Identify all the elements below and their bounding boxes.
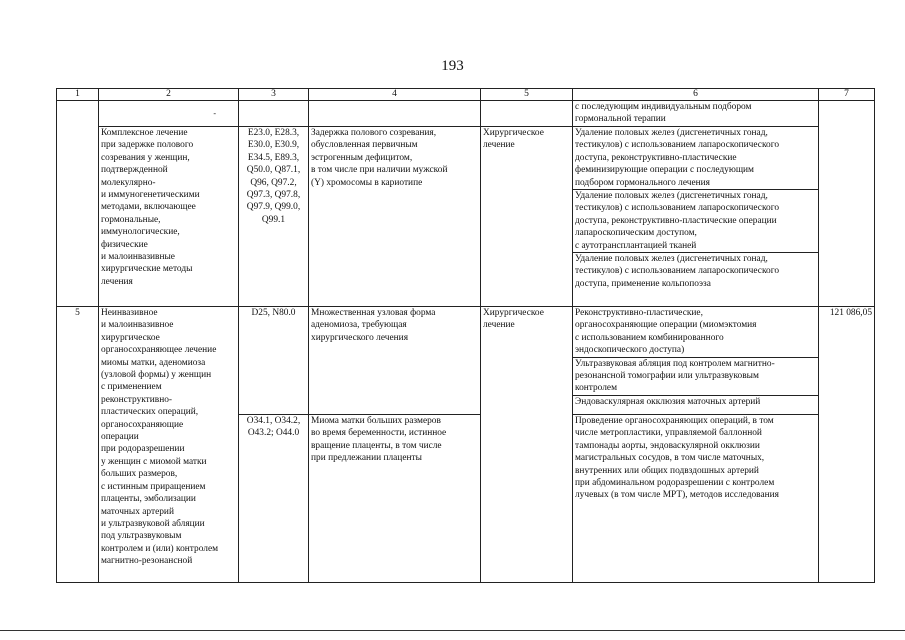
patient-model: Задержка полового созревания, обусловленная первичным эстрогенным дефицитом, в том числе при наличии мужской (Y) хромосомы в кариотипе xyxy=(309,127,481,307)
stray-mark: - xyxy=(213,109,216,118)
treatment-methods xyxy=(573,127,819,307)
treatment-methods: Проведение органосохраняющих операций, в том числе метропластики, управляемой баллонной тампонады аорты, эндоваскулярной окклюзии магистральных сосудов, в том числе маточных, внутренних или общих подвздошных артерий при абдоминальном родоразрешении с контролем лучевых (в том числе МРТ), методов исследования xyxy=(573,415,819,583)
method-item: Реконструктивно-пластические, органосохраняющие операции (миомэктомия с использованием комбинированного эндоскопического доступа) xyxy=(575,308,757,356)
header-col-7: 7 xyxy=(819,89,875,101)
icd-codes: E23.0, E28.3, E30.0, E30.9, E34.5, E89.3, Q50.0, Q87.1, Q96, Q97.2, Q97.3, Q97.8, Q97.9, Q99.0, Q99.1 xyxy=(239,127,309,307)
row-number: 5 xyxy=(57,307,99,583)
patient-model: Множественная узловая форма аденомиоза, требующая хирургического лечения xyxy=(309,307,481,415)
patient-model: Миома матки больших размеров во время беременности, истинное вращение плаценты, в том числе при предлежании плаценты xyxy=(309,415,481,583)
method-name: Неинвазивное и малоинвазивное хирургическое органосохраняющее лечение миомы матки, аденомиоза (узловой формы) у женщин с применением реконструктивно- пластических операций, органосохраняющие операции при родоразрешении у женщин с миомой матки больших размеров, с истинным приращением плаценты, эмболизации маточных артерий и ультразвуковой абляции под ультразвуковым контролем и (или) контролем магнитно-резонансной xyxy=(99,307,239,583)
method-name: Комплексное лечение при задержке полового созревания у женщин, подтвержденной молекулярно- и иммуногенетическими методами, включающее гормональные, иммунологические, физические и малоинвазивные хирургические методы лечения xyxy=(99,127,239,307)
cont-col-4 xyxy=(309,101,481,127)
method-item: Удаление половых желез (дисгенетичных гонад, тестикулов) с использованием лапароскопического доступа, реконструктивно-пластические операции лапароскопическим доступом, с аутотрансплантацией тканей xyxy=(573,189,818,252)
method-item: Эндоваскулярная окклюзия маточных артерий xyxy=(573,395,818,408)
method-item: Удаление половых желез (дисгенетичных гонад, тестикулов) с использованием лапароскопического доступа, применение кольпопоэза xyxy=(573,252,818,290)
cont-col-7 xyxy=(819,101,875,307)
header-col-1: 1 xyxy=(57,89,99,101)
header-col-5: 5 xyxy=(481,89,573,101)
cont-col-5 xyxy=(481,101,573,127)
icd-codes: O34.1, O34.2, O43.2; O44.0 xyxy=(239,415,309,583)
method-item: Удаление половых желез (дисгенетичных гонад, тестикулов) с использованием лапароскопического доступа, реконструктивно-пластические феминизирующие операции с последующим подбором гормонального лечения xyxy=(575,128,780,188)
table-row xyxy=(57,307,875,415)
cont-col-3 xyxy=(239,101,309,127)
header-col-6: 6 xyxy=(573,89,819,101)
page-number: 193 xyxy=(441,58,464,74)
treatment-type: Хирургическое лечение xyxy=(481,127,573,307)
services-table xyxy=(56,88,875,583)
cont-col-6: с последующим индивидуальным подбором гормональной терапии xyxy=(573,101,819,127)
method-item: Ультразвуковая абляция под контролем магнитно- резонансной томографии или ультразвуковым контролем xyxy=(573,357,818,395)
cont-col-2 xyxy=(99,101,239,127)
header-col-2: 2 xyxy=(99,89,239,101)
continuation-row xyxy=(57,101,875,127)
cost-value: 121 086,05 xyxy=(819,307,875,583)
icd-codes: D25, N80.0 xyxy=(239,307,309,415)
treatment-methods xyxy=(573,307,819,415)
header-col-4: 4 xyxy=(309,89,481,101)
scan-edge-line xyxy=(0,630,905,631)
table-row xyxy=(57,127,875,307)
header-col-3: 3 xyxy=(239,89,309,101)
treatment-type: Хирургическое лечение xyxy=(481,307,573,583)
header-row xyxy=(57,89,875,101)
cont-col-1 xyxy=(57,101,99,307)
